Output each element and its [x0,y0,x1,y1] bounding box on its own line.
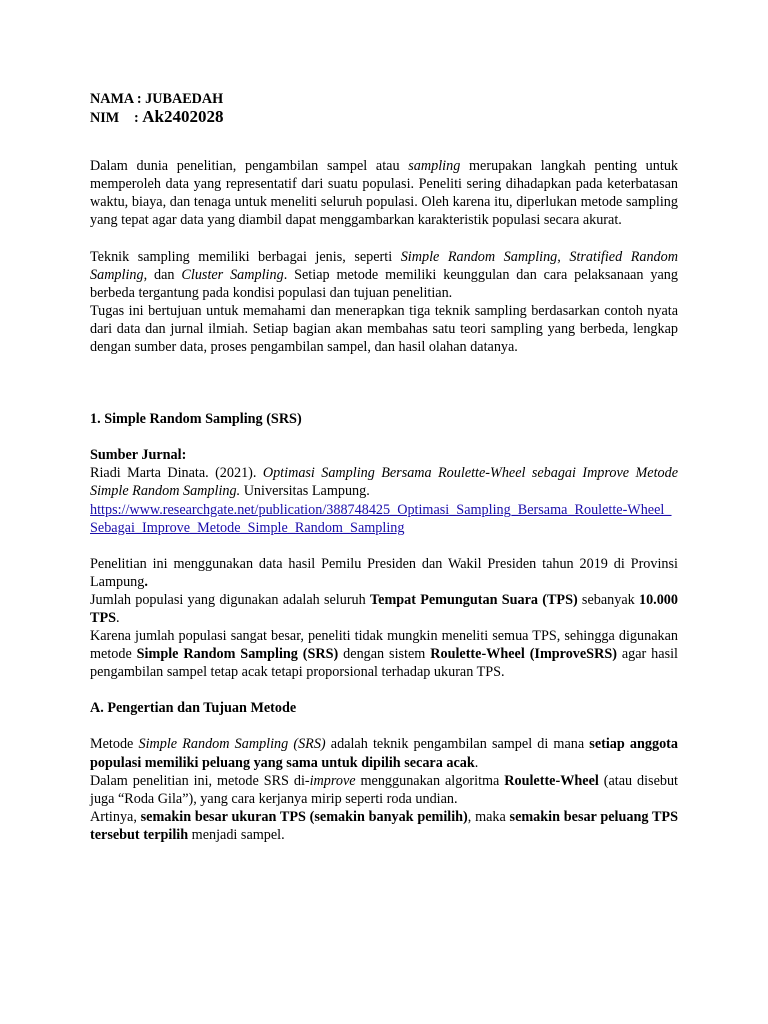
intro-paragraph-1 [90,157,678,229]
intro-paragraph-3: Tugas ini bertujuan untuk memahami dan menerapkan tiga teknik sampling berdasarkan contoh nyata dari data dan jurnal ilmiah. Setiap bagian akan membahas satu teori sampling yang berbeda, lengkap dengan sumber data, proses pengambilan sampel, dan hasil olahan datanya. [90,302,678,356]
intro-p2-em-srs: Simple Random Sampling [400,248,558,265]
source-label: Sumber Jurnal: [90,447,187,464]
a2-text-3: (atau disebut juga “Roda Gila”), yang cara kerjanya mirip seperti roda undian. [90,772,678,807]
d1-period: . [144,573,148,590]
a3-text: Artinya, [90,808,141,825]
a1-em: Simple Random Sampling (SRS) [138,736,326,753]
d3-bold-srs: Simple Random Sampling (SRS) [136,646,339,663]
citation-link-line [90,501,678,537]
d3-text: Karena jumlah populasi sangat besar, peneliti tidak mungkin meneliti semua TPS, sehingga digunakan metode [90,628,678,663]
intro-p2-and: , dan [143,266,182,283]
intro-p1-text: Dalam dunia penelitian, pengambilan sampel atau [90,158,409,175]
nim-label: NIM [90,110,120,127]
definition-paragraph-3 [90,808,678,844]
intro-p2-comma: , [557,248,570,265]
intro-p1-emphasis: sampling [408,158,461,175]
citation [90,464,678,500]
d1-text: Penelitian ini menggunakan data hasil Pemilu Presiden dan Wakil Presiden tahun 2019 di Provinsi Lampung [90,555,678,590]
data-paragraph-1 [90,555,678,591]
data-paragraph-2 [90,591,678,627]
d2-text: Jumlah populasi yang digunakan adalah seluruh [90,591,370,608]
intro-p2-text-2: . Setiap metode memiliki keunggulan dan cara pelaksanaan yang berbeda tergantung pada kondisi populasi dan tujuan penelitian. [90,266,678,301]
d3-text-3: agar hasil pengambilan sampel tetap acak tetapi proporsional terhadap ukuran TPS. [90,646,678,681]
nim-separator: : [134,110,143,127]
d3-bold-roulette: Roulette-Wheel (ImproveSRS) [430,646,617,663]
a3-bold-1: semakin besar ukuran TPS (semakin banyak pemilih) [140,808,468,825]
student-nim [90,108,678,127]
a2-text-2: menggunakan algoritma [355,772,505,789]
d2-bold-tps: Tempat Pemungutan Suara (TPS) [369,591,578,608]
a1-bold: setiap anggota populasi memiliki peluang yang sama untuk dipilih secara acak [90,736,678,771]
a2-text: Dalam penelitian ini, metode SRS di- [90,772,310,789]
a2-em: improve [309,772,356,789]
d2-bold-count: 10.000 TPS [90,591,678,626]
definition-paragraph-1 [90,735,678,771]
a2-bold: Roulette-Wheel [504,772,599,789]
a1-period: . [474,754,479,771]
student-name: NAMA : JUBAEDAH [90,91,224,107]
citation-author: Riadi Marta Dinata. (2021). [90,465,263,482]
journal-link[interactable]: https://www.researchgate.net/publication/388748425_Optimasi_Sampling_Bersama_Roulette-Wheel_Sebagai_Improve_Metode_Simple_Random_Sampling [90,501,672,536]
intro-p2-text: Teknik sampling memiliki berbagai jenis, seperti [90,248,401,265]
a3-text-2: , maka [467,808,510,825]
section-1-heading: 1. Simple Random Sampling (SRS) [90,411,302,428]
nim-value: Ak2402028 [142,107,224,127]
intro-p1-text-2: merupakan langkah penting untuk memperoleh data yang representatif dari suatu populasi. Peneliti sering dihadapkan pada keterbatasan waktu, biaya, dan tenaga untuk meneliti seluruh populasi. Oleh karena itu, diperlukan metode sampling yang tepat agar data yang diambil dapat menggambarkan karakteristik populasi secara akurat. [90,158,679,229]
citation-title: Optimasi Sampling Bersama Roulette-Wheel sebagai Improve Metode Simple Random Sampling. [90,465,678,500]
d2-period: . [116,609,120,626]
a1-text-2: adalah teknik pengambilan sampel di mana [325,736,590,753]
d3-text-2: dengan sistem [338,646,431,663]
section-a-heading: A. Pengertian dan Tujuan Metode [90,700,297,717]
document-body [90,90,678,844]
d2-text-2: sebanyak [577,591,639,608]
intro-p2-em-stratified: Stratified Random Sampling [90,248,678,283]
a1-text: Metode [90,736,139,753]
a3-text-3: menjadi sampel. [188,826,285,843]
data-paragraph-3 [90,627,678,681]
intro-paragraph-2 [90,248,678,302]
intro-p2-em-cluster: Cluster Sampling [181,266,284,283]
definition-paragraph-2 [90,772,678,808]
a3-bold-2: semakin besar peluang TPS tersebut terpilih [90,808,678,843]
citation-publisher: Universitas Lampung. [240,483,370,500]
